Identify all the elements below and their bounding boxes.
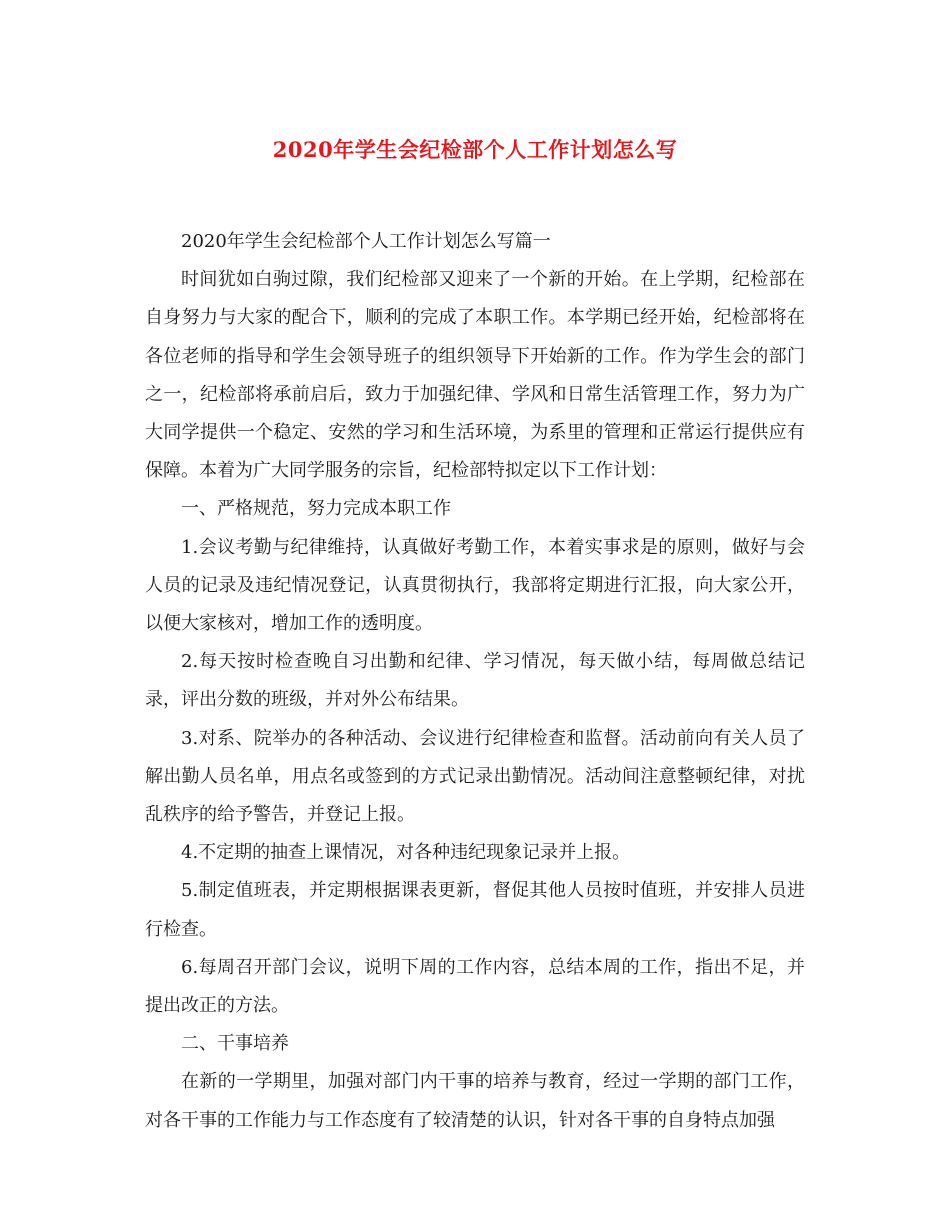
item-6-weekly-meeting: 6.每周召开部门会议，说明下周的工作内容，总结本周的工作，指出不足，并提出改正的方法。 — [145, 956, 805, 1017]
staff-training-paragraph: 在新的一学期里，加强对部门内干事的培养与教育，经过一学期的部门工作，对各干事的工作能力与工作态度有了较清楚的认识，针对各干事的自身特点加强 — [145, 1071, 805, 1131]
intro-paragraph: 时间犹如白驹过隙，我们纪检部又迎来了一个新的开始。在上学期，纪检部在自身努力与大家的配合下，顺利的完成了本职工作。本学期已经开始，纪检部将在各位老师的指导和学生会领导班子的组织领导下开始新的工作。作为学生会的部门之一，纪检部将承前启后，致力于加强纪律、学风和日常生活管理工作，努力为广大同学提供一个稳定、安然的学习和生活环境，为系里的管理和正常运行提供应有保障。本着为广大同学服务的宗旨，纪检部特拟定以下工作计划： — [145, 269, 805, 482]
item-3-activity-supervision: 3.对系、院举办的各种活动、会议进行纪律检查和监督。活动前向有关人员了解出勤人员名单，用点名或签到的方式记录出勤情况。活动间注意整顿纪律，对扰乱秩序的给予警告，并登记上报。 — [145, 727, 805, 826]
section-heading-part-one: 2020年学生会纪检部个人工作计划怎么写篇一 — [181, 231, 551, 252]
item-2-evening-study: 2.每天按时检查晚自习出勤和纪律、学习情况，每天做小结，每周做总结记录，评出分数的班级，并对外公布结果。 — [145, 651, 805, 711]
item-5-duty-roster: 5.制定值班表，并定期根据课表更新，督促其他人员按时值班，并安排人员进行检查。 — [145, 880, 805, 940]
heading-staff-training: 二、干事培养 — [181, 1033, 289, 1055]
document-body — [145, 223, 805, 1140]
heading-strict-standards: 一、严格规范，努力完成本职工作 — [181, 498, 451, 520]
document-title: 2020年学生会纪检部个人工作计划怎么写 — [272, 137, 678, 162]
item-4-class-checks: 4.不定期的抽查上课情况，对各种违纪现象记录并上报。 — [181, 842, 631, 864]
item-1-attendance: 1.会议考勤与纪律维持，认真做好考勤工作，本着实事求是的原则，做好与会人员的记录及违纪情况登记，认真贯彻执行，我部将定期进行汇报，向大家公开，以便大家核对，增加工作的透明度。 — [145, 536, 805, 635]
